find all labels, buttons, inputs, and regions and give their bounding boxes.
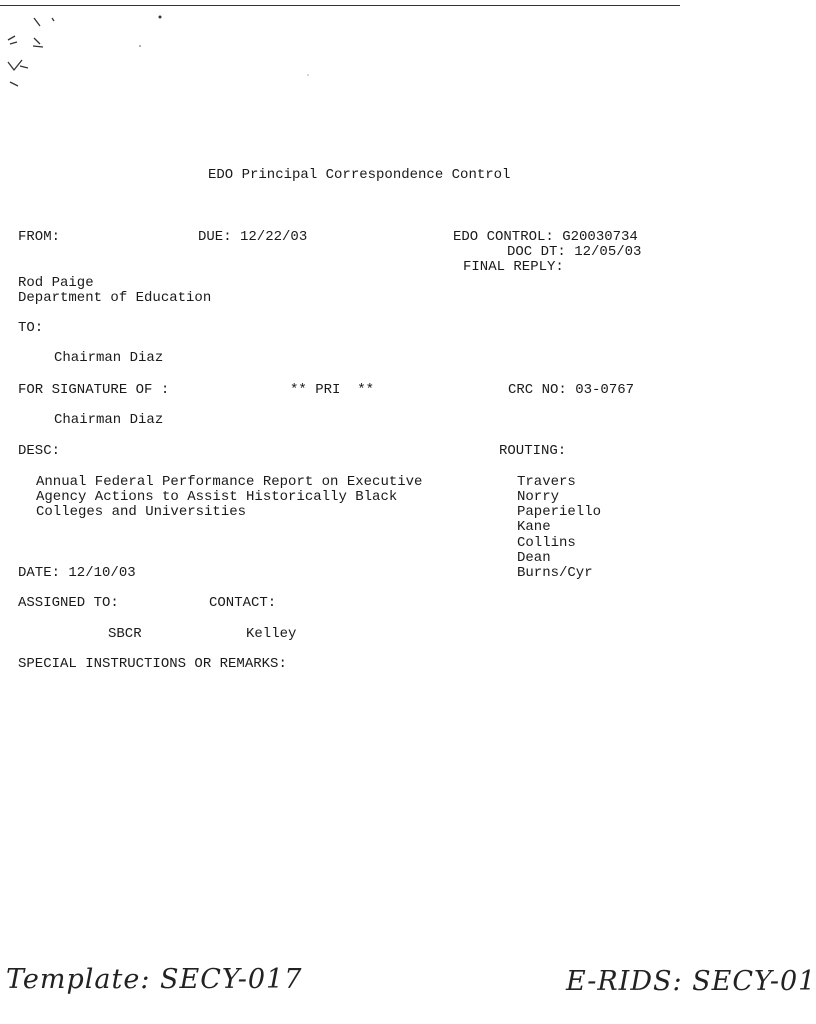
handwritten-rids-note: E-RIDS: SECY-01 bbox=[566, 966, 816, 997]
sender-organization: Department of Education bbox=[18, 290, 212, 306]
final-reply-label: FINAL REPLY: bbox=[463, 259, 564, 275]
doc-date: DOC DT: 12/05/03 bbox=[507, 244, 642, 260]
assigned-to-value: SBCR bbox=[108, 626, 142, 642]
signature-name: Chairman Diaz bbox=[54, 412, 164, 428]
crc-number: CRC NO: 03-0767 bbox=[508, 382, 635, 398]
routing-name: Collins bbox=[517, 535, 576, 551]
to-label: TO: bbox=[18, 320, 44, 336]
sender-name: Rod Paige bbox=[18, 275, 94, 291]
routing-name: Dean bbox=[517, 550, 551, 566]
remarks-label: SPECIAL INSTRUCTIONS OR REMARKS: bbox=[18, 656, 287, 672]
due-date: DUE: 12/22/03 bbox=[198, 229, 308, 245]
scan-marks bbox=[0, 0, 770, 120]
routing-name: Paperiello bbox=[517, 504, 602, 520]
desc-label: DESC: bbox=[18, 443, 61, 459]
desc-line: Colleges and Universities bbox=[36, 504, 247, 520]
routing-name: Travers bbox=[517, 474, 576, 490]
desc-line: Annual Federal Performance Report on Executive bbox=[36, 474, 423, 490]
contact-label: CONTACT: bbox=[209, 595, 277, 611]
document-date: DATE: 12/10/03 bbox=[18, 565, 136, 581]
routing-name: Norry bbox=[517, 489, 560, 505]
priority-marker: ** PRI ** bbox=[290, 382, 375, 398]
desc-line: Agency Actions to Assist Historically Black bbox=[36, 489, 398, 505]
contact-value: Kelley bbox=[246, 626, 297, 642]
from-label: FROM: bbox=[18, 229, 61, 245]
routing-label: ROUTING: bbox=[499, 443, 567, 459]
assigned-to-label: ASSIGNED TO: bbox=[18, 595, 119, 611]
signature-label: FOR SIGNATURE OF : bbox=[18, 382, 170, 398]
routing-name: Kane bbox=[517, 519, 551, 535]
routing-name: Burns/Cyr bbox=[517, 565, 593, 581]
handwritten-template-note: Template: SECY-017 bbox=[6, 964, 303, 995]
edo-control-number: EDO CONTROL: G20030734 bbox=[453, 229, 638, 245]
page-title: EDO Principal Correspondence Control bbox=[208, 167, 511, 183]
to-name: Chairman Diaz bbox=[54, 350, 164, 366]
